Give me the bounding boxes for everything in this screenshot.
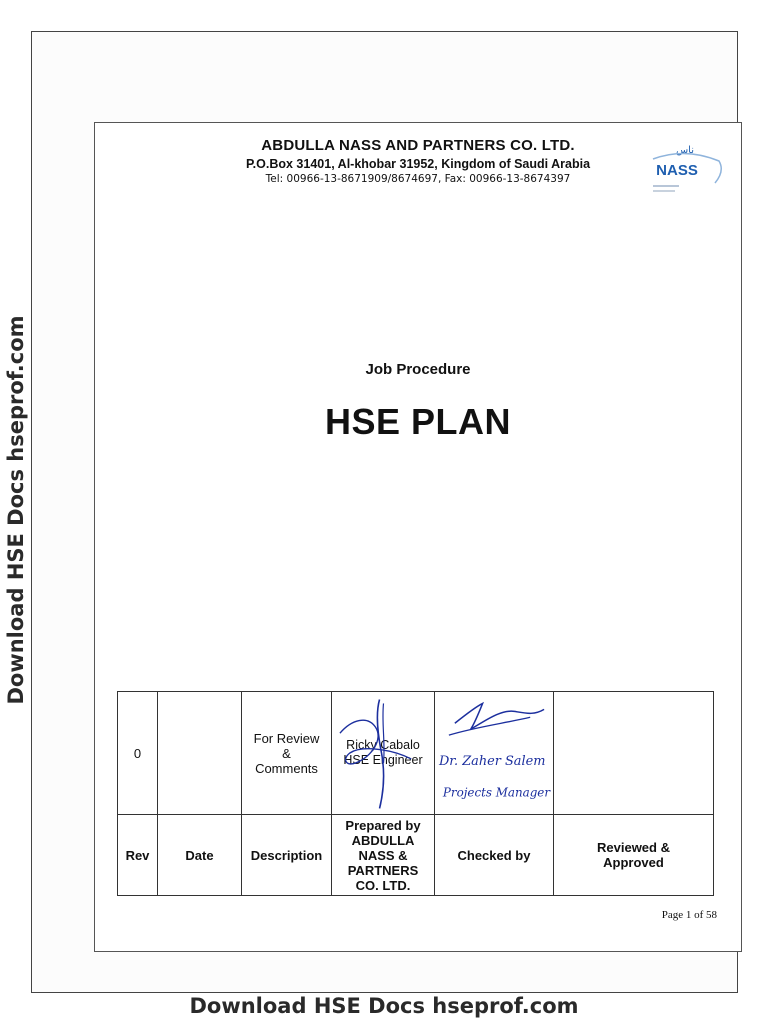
checker-signature [435,692,553,814]
nass-logo [645,141,725,203]
description-value [242,692,332,815]
checker-handwritten-name: Dr. Zaher Salem [438,753,546,769]
company-address: P.O.Box 31401, Al-khobar 31952, Kingdom of Saudi Arabia [245,157,591,171]
scanned-page [31,31,738,993]
side-watermark: Download HSE Docs hseprof.com [4,315,28,705]
reviewed-header-line: Approved [603,855,664,870]
date-value [158,692,242,815]
rev-header: Rev [118,815,158,896]
revision-table [117,691,714,896]
reviewed-header-line: Reviewed & [597,840,670,855]
description-header: Description [242,815,332,896]
prepared-header-line: PARTNERS [347,862,419,878]
logo-wordmark: NASS [656,162,698,179]
preparer-title: HSE Engineer [343,753,423,767]
prepared-header-line: CO. LTD. [355,877,411,893]
revision-row [118,692,714,815]
preparer-name: Ricky Cabalo [346,738,420,752]
document-type: Job Procedure [365,361,471,378]
document-title: HSE PLAN [324,401,512,442]
revision-header-row [118,815,714,896]
prepared-header-line: ABDULLA [351,832,415,848]
reviewed-value [554,692,714,815]
bottom-watermark: Download HSE Docs hseprof.com [189,994,579,1018]
prepared-header-line: Prepared by [345,817,421,833]
description-line: & [282,745,291,761]
prepared-by-header [332,815,435,896]
description-line: For Review [253,730,320,746]
checked-by-header: Checked by [435,815,554,896]
checker-handwritten-title: Projects Manager [442,785,551,800]
checked-by-signature-cell [435,692,554,815]
page-number: Page 1 of 58 [661,909,717,921]
date-header: Date [158,815,242,896]
company-name: ABDULLA NASS AND PARTNERS CO. LTD. [261,137,575,154]
prepared-by-signature-cell [332,692,435,815]
prepared-header-line: NASS & [358,847,408,863]
description-line: Comments [255,760,318,776]
reviewed-approved-header [554,815,714,896]
document-frame [94,122,742,952]
company-contact: Tel: 00966-13-8671909/8674697, Fax: 00966-13-8674397 [265,173,571,185]
logo-arabic: ناس [675,145,695,156]
rev-value: 0 [118,692,158,815]
